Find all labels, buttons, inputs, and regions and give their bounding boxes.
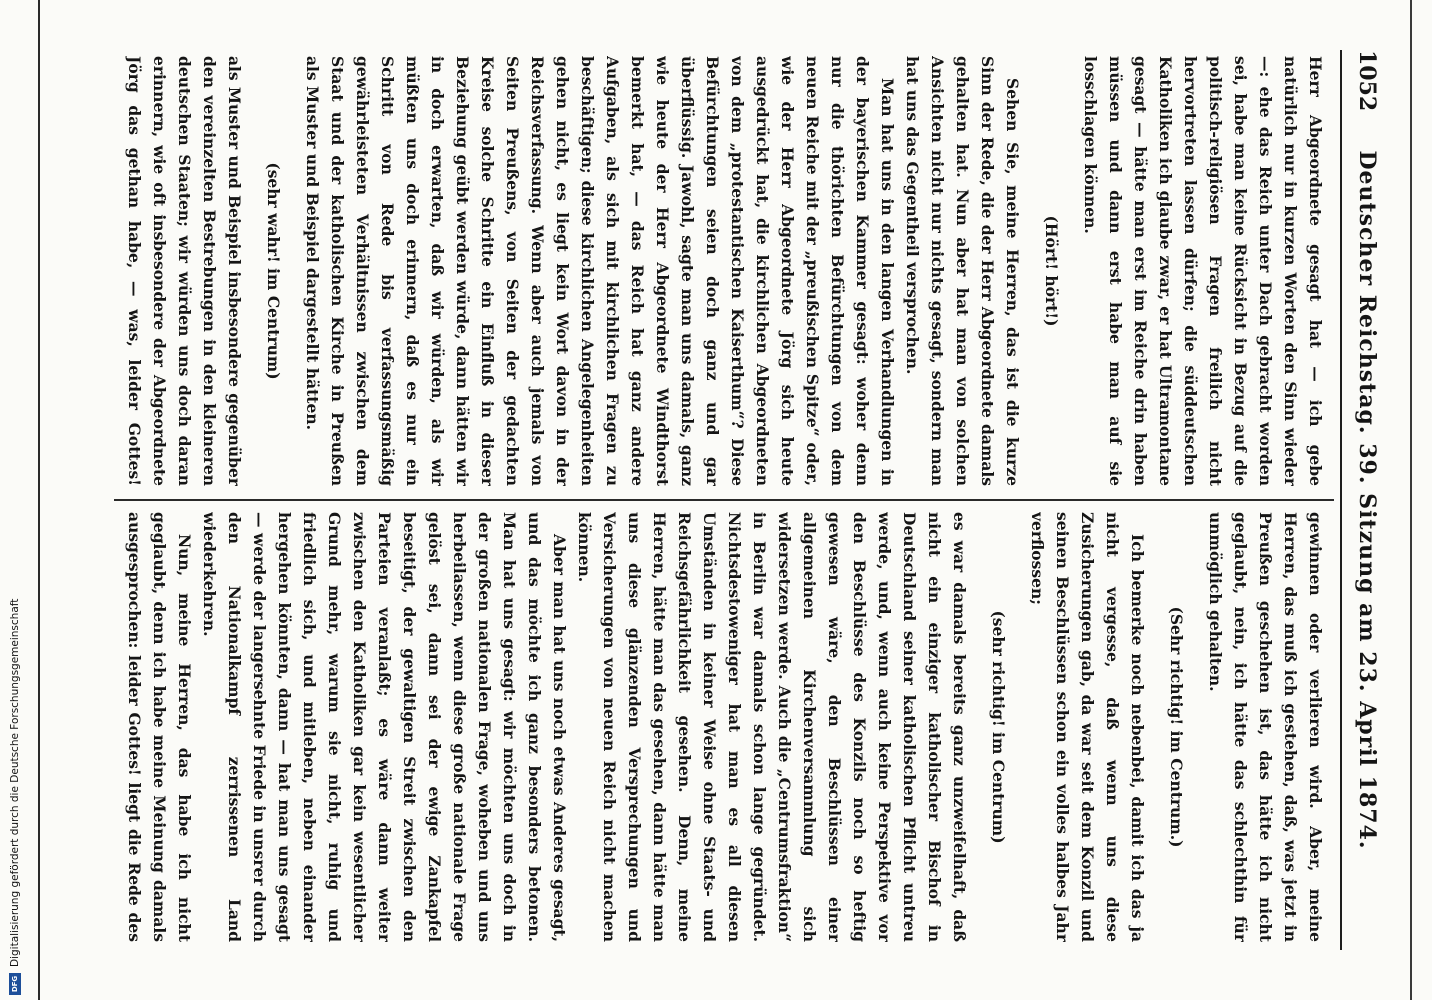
paragraph: Man hat uns in den langen Verhandlungen in der bayerischen Kammer gesagt: woher denn nur die thörichten Befürchtungen von dem neuen Reiche mit der „preußischen Spitze“ oder, wie der Herr Abgeordnete Jörg sich heute ausgedrückt hat, die kirchlichen Abgeordneten von dem „protestantischen Kaiserthum“? Diese Befürchtungen seien doch ganz und gar überflüssig. Jawohl, sagte man uns damals, ganz wie heute der Herr Abgeordnete Windthorst bemerkt hat, — das Reich hat ganz andere Aufgaben, als sich mit kirchlichen Fragen zu beschäftigen; diese kirchlichen Angelegenheiten gehen nicht, es liegt kein Wort davon in der Reichsverfassung. Wenn aber auch jemals von Seiten Preußens, von Seiten der gedachten Kreise solche Schritte ein Einfluß in dieser Beziehung geübt werden würde, dann hätten wir in doch erwarten, daß wir würden, als wir müßten uns doch erinnern, daß es nur ein Schritt von Rede bis verfassungsmäßig gewährleisteten Verhältnissen zwischen dem Staat und der katholischen Kirche in Preußen als Muster und Beispiel dargestellt hätten. <box>303 56 897 486</box>
interjection: (Sehr richtig! im Centrum.) <box>1167 606 1186 848</box>
rotated-page <box>80 0 1420 1000</box>
interjection: (sehr wahr! im Centrum) <box>264 162 283 380</box>
header-rule <box>1340 50 1342 950</box>
text-column-left <box>118 56 1328 486</box>
page-number: 1052 <box>1354 50 1380 112</box>
dfg-logo: DFG <box>9 973 21 995</box>
paragraph: Aber man hat uns noch etwas Anderes gesagt, und das möchte ich ganz besonders betonen. Man hat uns gesagt: wir möchten uns doch in der großen nationalen Frage, woheben und uns herbeilassen, wenn diese große nationale Frage gelöst sei, dann sei der ewige Zankapfel beseitigt, der gewaltigen Streit zwischen den Parteien veranlaßt; es wäre dann weiter zwischen den Katholiken gar kein wesentlicher Grund mehr, warum sie nicht, ruhig und friedlich sich, und mitleben, neben einander hergehen könnten, dann — hat man uns gesagt — werde der langersehnte Friede in unsrer durch den Nationalkampf zerrissenen Land wiederkehren. <box>200 512 569 942</box>
paragraph: Sehen Sie, meine Herren, das ist die kurze Sinn der Rede, die der Herr Abgeordnete damals gehalten hat. Nun aber hat man von solchen Ansichten nicht nur nichts gesagt, sondern man hat uns das Gegentheil versprochen. <box>903 56 1022 486</box>
paragraph: Ich bemerke noch nebenbei, damit ich das ja nicht vergesse, daß wenn uns diese Zusicherungen gab, da war seit dem Konzil und seinen Beschlüssen schon ein volles halbes Jahr verflossen; <box>1028 512 1147 942</box>
digitization-credit <box>2 0 28 995</box>
credit-text: Digitalisierung gefördert durch die Deutsche Forschungsgemeinschaft <box>9 598 21 967</box>
column-divider <box>114 499 1334 501</box>
paragraph: Nun, meine Herren, das habe ich nicht geglaubt, denn ich habe meine Meinung damals ausgesprochen: leider Gottes! liegt die Rede des <box>125 512 194 942</box>
paragraph: als Muster und Beispiel insbesondere gegenüber den vereinzelten Bestrebungen in den kleineren deutschen Staaten; wir würden uns doch daran erinnern, wie oft insbesondere der Abgeordnete Jörg das gethan habe, — was, leider Gottes! <box>125 56 244 486</box>
page-header <box>1344 50 1380 950</box>
interjection: (sehr richtig! im Centrum) <box>989 610 1008 844</box>
text-column-right <box>118 512 1328 942</box>
running-title: Deutscher Reichstag. 39. Sitzung am 23. April 1874. <box>1354 150 1380 850</box>
paragraph: gewinnen oder verlieren wird. Aber, meine Herren, das muß ich gestehen, daß, was jetzt in Preußen geschehen ist, das hätte ich nicht geglaubt, nein, ich hätte das schlechthin für unmöglich gehalten. <box>1206 512 1325 942</box>
paragraph: Herr Abgeordnete gesagt hat — ich gebe natürlich nur in kurzen Worten den Sinn wieder —: ehe das Reich unter Dach gebracht worden sei, habe man keine Rücksicht in Bezug auf die politisch-religiösen Fragen freilich nicht hervortreten lassen dürfen; die süddeutschen Katholiken ich glaube zwar, er hat Ultramontane gesagt — hätte man erst im Reiche drin haben müssen und dann erst habe man auf sie losschlagen können. <box>1081 56 1325 486</box>
paragraph: es war damals bereits ganz unzweifelhaft, daß nicht ein einziger katholischer Bischof in Deutschland seiner katholischen Pflicht untreu werde, und, wenn auch keine Perspektive vor den Beschlüsse des Konzils noch so heftig gewesen wäre, den Beschlüssen einer allgemeinen Kirchenversammlung sich widersetzen werde. Auch die „Centrumsfraktion“ in Berlin war damals schon lange gegründet. Nichtsdestoweniger hat man es all diesen Umständen in keiner Weise ohne Staats- und Reichsgefährlichkeit gesehen. Denn, meine Herren, hätte man das gesehen, dann hätte man uns diese glänzenden Versprechungen und Versicherungen von neuen Reich nicht machen können. <box>575 512 969 942</box>
interjection: (Hört! hört!) <box>1042 215 1061 327</box>
